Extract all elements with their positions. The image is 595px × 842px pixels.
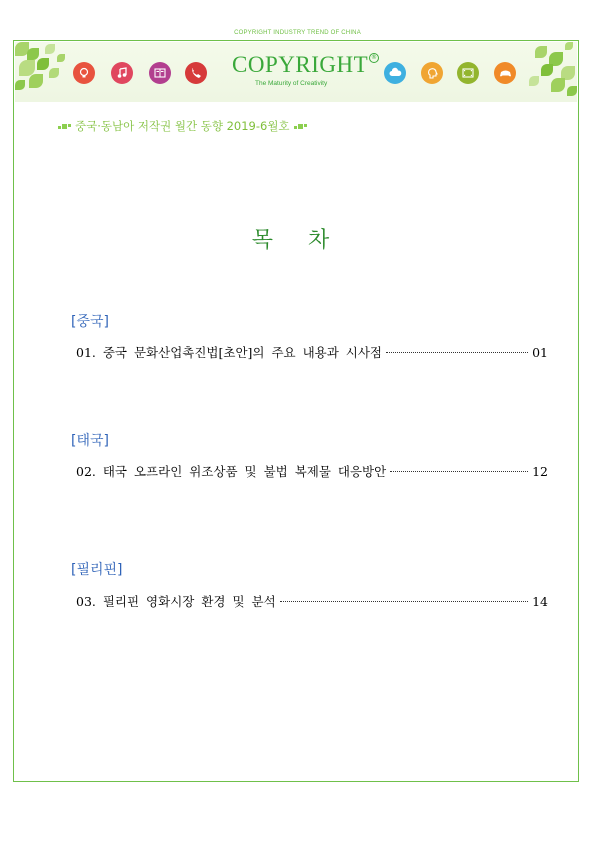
- toc-entry-china[interactable]: [76, 343, 548, 361]
- phone-icon: [185, 62, 207, 84]
- toc-title: 목 차: [251, 228, 344, 253]
- issue-title-left-decoration: [58, 124, 71, 129]
- toc-page-number: 14: [532, 594, 548, 609]
- lightbulb-icon: [73, 62, 95, 84]
- toc-entry-philippines[interactable]: [76, 592, 548, 610]
- gamepad-icon: [494, 62, 516, 84]
- header-caption: COPYRIGHT INDUSTRY TREND OF CHINA: [234, 30, 361, 36]
- page-frame: [13, 40, 579, 782]
- toc-entry-thailand[interactable]: [76, 462, 548, 480]
- issue-title-right-decoration: [294, 124, 307, 129]
- section-heading-thailand: [태국]: [71, 433, 109, 449]
- cloud-icon: [384, 62, 406, 84]
- section-heading-philippines: [필리핀]: [71, 562, 123, 578]
- leader-dots: [390, 471, 528, 472]
- toc-page-number: 01: [532, 345, 548, 360]
- toc-entry-title: 01. 중국 문화산업촉진법[초안]의 주요 내용과 시사점: [76, 345, 383, 360]
- leader-dots: [386, 352, 528, 353]
- header-banner: [15, 42, 577, 102]
- book-icon: [149, 62, 171, 84]
- film-icon: [457, 62, 479, 84]
- music-note-icon: [111, 62, 133, 84]
- toc-entry-title: 03. 필리핀 영화시장 환경 및 분석: [76, 594, 276, 609]
- toc-entry-title: 02. 태국 오프라인 위조상품 및 불법 복제물 대응방안: [76, 464, 387, 479]
- copyright-logo: COPYRIGHT: [232, 52, 369, 77]
- head-profile-icon: [421, 62, 443, 84]
- toc-page-number: 12: [532, 464, 548, 479]
- logo-tagline: The Maturity of Creativity: [255, 80, 328, 87]
- issue-title: [58, 118, 307, 134]
- section-heading-china: [중국]: [71, 314, 109, 330]
- leader-dots: [280, 601, 528, 602]
- registered-mark-icon: ®: [371, 54, 377, 61]
- issue-title-text: 중국·동남아 저작권 월간 동향 2019-6월호: [75, 119, 290, 133]
